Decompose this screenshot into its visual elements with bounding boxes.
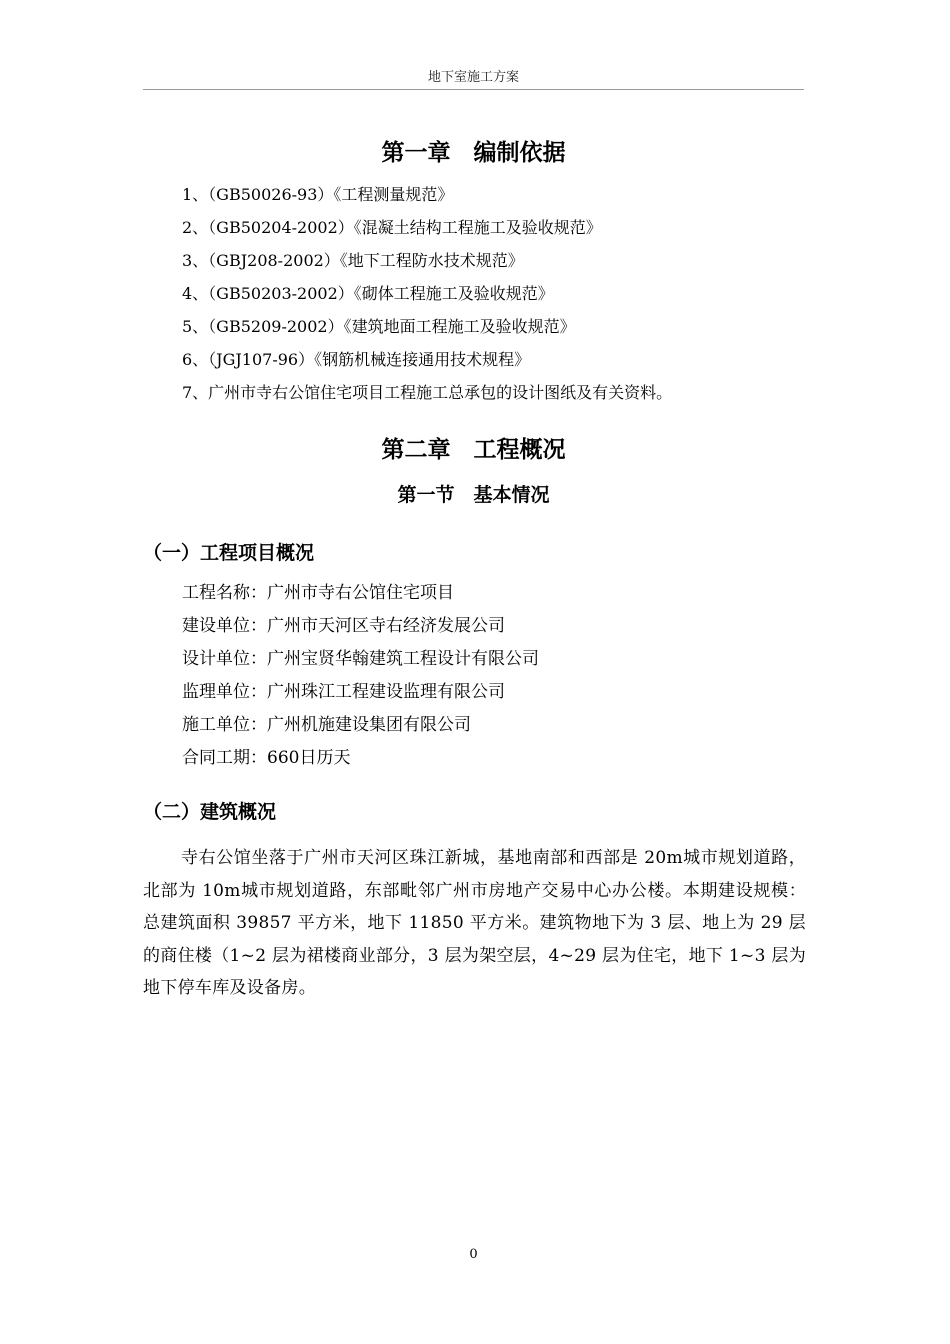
reference-item: 1、（GB50026-93）《工程测量规范》 — [182, 185, 454, 204]
reference-item: 7、广州市寺右公馆住宅项目工程施工总承包的设计图纸及有关资料。 — [182, 383, 673, 402]
reference-item: 2、（GB50204-2002）《混凝土结构工程施工及验收规范》 — [182, 218, 602, 237]
project-info-item: 合同工期：660日历天 — [182, 748, 351, 768]
project-info-list — [182, 581, 539, 779]
project-info-item: 施工单位：广州机施建设集团有限公司 — [182, 715, 471, 735]
project-info-item: 监理单位：广州珠江工程建设监理有限公司 — [182, 682, 505, 702]
chapter-1-title: 第一章 编制依据 — [381, 140, 566, 166]
building-overview-paragraph: 寺右公馆坐落于广州市天河区珠江新城，基地南部和西部是 20m城市规划道路，北部为 10m城市规划道路，东部毗邻广州市房地产交易中心办公楼。本期建设规模：总建筑面积 39857 平方米，地下 11850 平方米。建筑物地下为 3 层、地上为 29 层的商住楼（1~2 层为裙楼商业部分，3 层为架空层，4~29 层为住宅，地下 1~3 层为地下停车库及设备房。 — [143, 848, 806, 998]
page-header-title: 地下室施工方案 — [427, 70, 519, 85]
chapter-2-title: 第二章 工程概况 — [381, 437, 566, 463]
page-number: 0 — [469, 1247, 478, 1262]
project-info-item: 工程名称：广州市寺右公馆住宅项目 — [182, 583, 454, 603]
reference-list — [182, 183, 672, 414]
section-1-title: 第一节 基本情况 — [397, 484, 550, 506]
reference-item: 4、（GB50203-2002）《砌体工程施工及验收规范》 — [182, 284, 554, 303]
subsection-1-title: （一）工程项目概况 — [143, 542, 315, 564]
reference-item: 6、（JGJ107-96）《钢筋机械连接通用技术规程》 — [182, 350, 531, 369]
project-info-item: 建设单位：广州市天河区寺右经济发展公司 — [182, 616, 505, 636]
project-info-item: 设计单位：广州宝贤华翰建筑工程设计有限公司 — [182, 649, 539, 669]
reference-item: 5、（GB5209-2002）《建筑地面工程施工及验收规范》 — [182, 317, 576, 336]
reference-item: 3、（GBJ208-2002）《地下工程防水技术规范》 — [182, 251, 524, 270]
subsection-2-title: （二）建筑概况 — [143, 801, 277, 823]
header-divider — [143, 89, 804, 90]
